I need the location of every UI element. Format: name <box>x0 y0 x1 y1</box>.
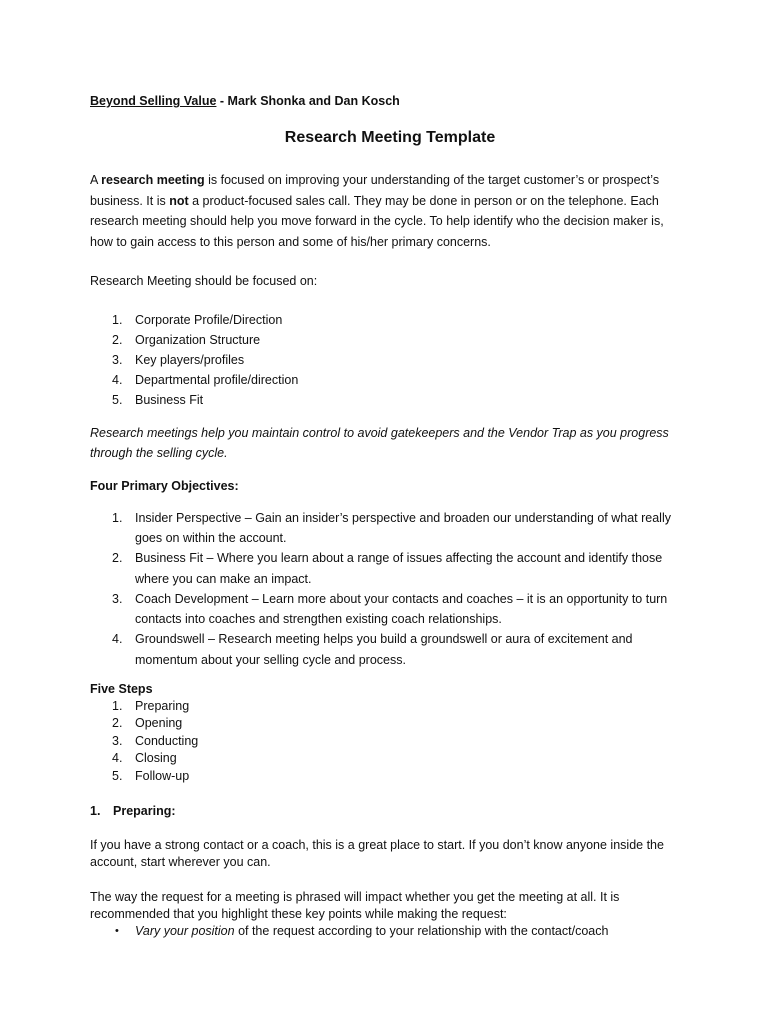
list-item: 5. Follow-up <box>112 768 190 783</box>
list-item: 5. Business Fit <box>112 393 204 408</box>
preparing-heading: 1. Preparing: <box>90 804 176 819</box>
book-authors: - Mark Shonka and Dan Kosch <box>216 94 400 108</box>
list-item: 2. Opening <box>112 716 183 731</box>
list-item: 4. Departmental profile/direction <box>112 373 299 388</box>
preparing-paragraph-1: If you have a strong contact or a coach, this is a great place to start. If you don’t know anyone inside the account, start wherever you can. <box>90 838 664 870</box>
bullet-icon: • <box>115 925 119 938</box>
book-title: Beyond Selling Value <box>90 94 217 108</box>
intro-paragraph <box>90 170 690 252</box>
document-body <box>90 93 690 940</box>
list-item: 3. Key players/profiles <box>112 352 245 367</box>
intro-text-a: A <box>90 173 102 187</box>
list-item: 1. Corporate Profile/Direction <box>112 312 283 327</box>
list-item: 3. Coach Development – Learn more about your contacts and coaches – it is an opportunity to turn contacts into coaches and strengthen existing coach relationships. <box>112 591 668 627</box>
objectives-heading: Four Primary Objectives: <box>90 478 239 493</box>
intro-text-2: a product-focused sales call. They may be done in person or on the telephone. Each research meeting should help you move forward in the cycle. To help identify who the decision maker is, how to gain access to this person and some of his/her primary concerns. <box>90 193 664 249</box>
list-item: 1. Preparing <box>112 699 190 714</box>
list-item: 4. Groundswell – Research meeting helps you build a groundswell or aura of excitement and momentum about your selling cycle and process. <box>112 632 633 667</box>
preparing-bullets <box>90 923 690 940</box>
steps-heading: Five Steps <box>90 681 153 696</box>
list-item: 3. Conducting <box>112 733 199 748</box>
list-item: 4. Closing <box>112 751 177 766</box>
intro-not: not <box>169 193 189 208</box>
list-item: 2. Business Fit – Where you learn about a range of issues affecting the account and identify those where you can make an impact. <box>112 551 663 586</box>
preparing-paragraph-2: The way the request for a meeting is phrased will impact whether you get the meeting at all. It is recommended that you highlight these key points while making the request: <box>90 890 620 922</box>
intro-text-1: is focused on improving your understanding of the target customer’s or prospect’s business. It is <box>90 173 660 208</box>
intro-term: research meeting <box>101 173 205 187</box>
focus-intro: Research Meeting should be focused on: <box>90 274 318 288</box>
focus-list <box>90 310 690 411</box>
list-item: 1. Insider Perspective – Gain an insider’s perspective and broaden our understanding of what really goes on within the account. <box>112 510 671 546</box>
list-item: 2. Organization Structure <box>112 332 261 347</box>
italic-note: Research meetings help you maintain control to avoid gatekeepers and the Vendor Trap as you progress through the selling cycle. <box>90 425 669 461</box>
list-item: • Vary your position of the request according to your relationship with the contact/coach <box>115 924 609 939</box>
steps-list <box>90 698 690 785</box>
book-header <box>90 93 690 110</box>
objectives-list <box>90 508 690 671</box>
page-title: Research Meeting Template <box>284 129 496 146</box>
